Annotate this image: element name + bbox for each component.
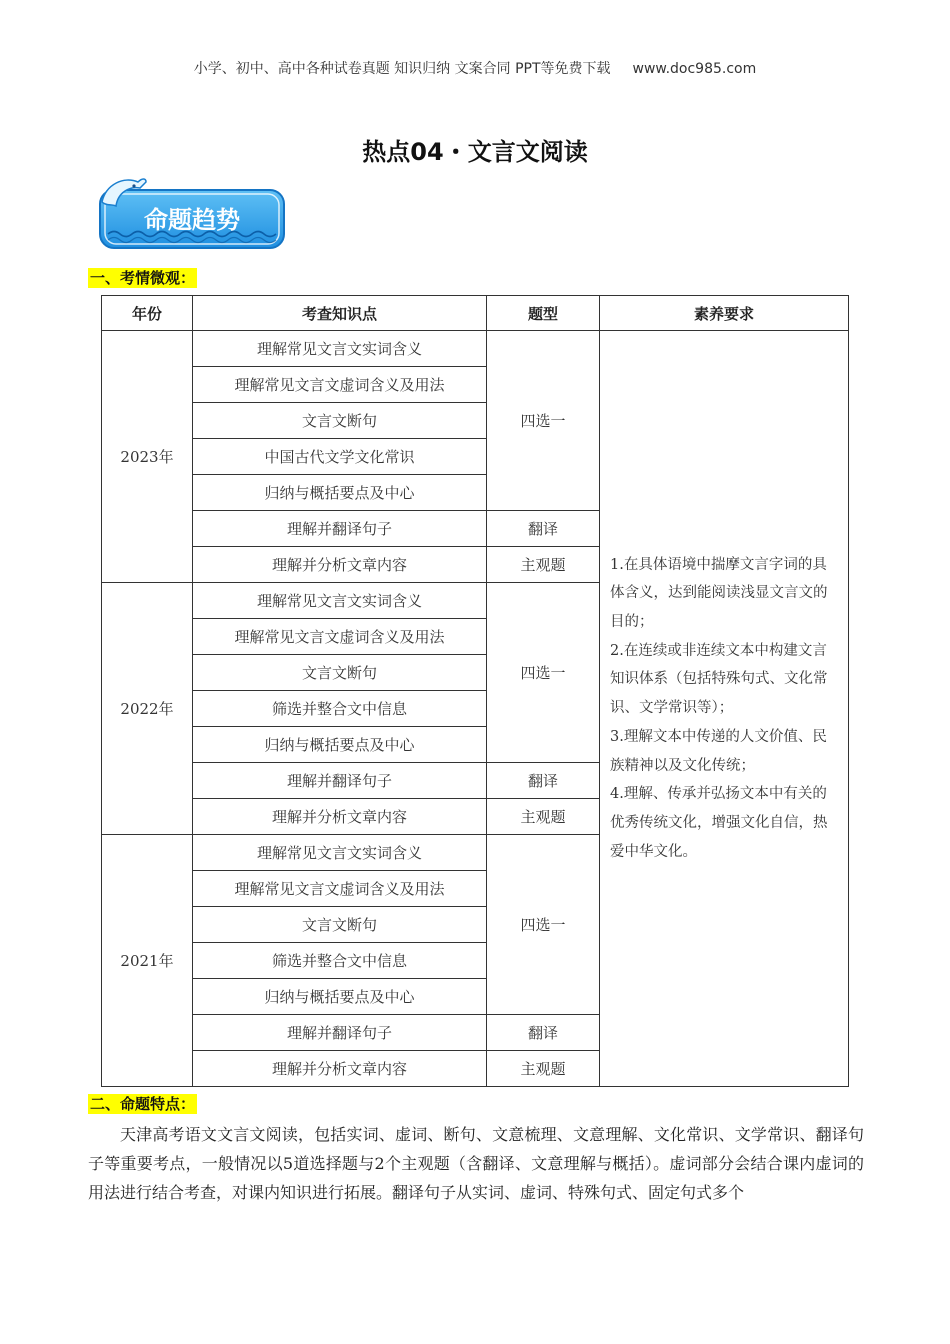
knowledge-cell: 归纳与概括要点及中心 — [193, 979, 487, 1015]
requirement-item: 4.理解、传承并弘扬文本中有关的优秀传统文化，增强文化自信，热爱中华文化。 — [610, 786, 828, 860]
year-cell: 2023年 — [102, 331, 193, 583]
knowledge-cell: 理解常见文言文虚词含义及用法 — [193, 871, 487, 907]
type-cell: 四选一 — [487, 331, 600, 511]
paragraph-text: 天津高考语文文言文阅读，包括实词、虚词、断句、文意梳理、文意理解、文化常识、文学常识、翻译句子等重要考点，一般情况以5道选择题与2个主观题（含翻译、文意理解与概括）。虚词部分会结合课内虚词的用法进行结合考查，对课内知识进行拓展。翻译句子从实词、虚词、特殊句式、固定句式多个 — [88, 1125, 864, 1202]
type-cell: 翻译 — [487, 511, 600, 547]
knowledge-cell: 理解并翻译句子 — [193, 763, 487, 799]
header-url[interactable]: www.doc985.com — [632, 61, 757, 77]
knowledge-cell: 理解常见文言文实词含义 — [193, 583, 487, 619]
table-row — [102, 331, 849, 367]
knowledge-cell: 文言文断句 — [193, 655, 487, 691]
knowledge-cell: 筛选并整合文中信息 — [193, 691, 487, 727]
requirement-item: 1.在具体语境中揣摩文言字词的具体含义，达到能阅读浅显文言文的目的； — [610, 556, 828, 631]
section-heading-2: 二、命题特点： — [90, 1095, 196, 1113]
knowledge-cell: 理解常见文言文实词含义 — [193, 835, 487, 871]
year-cell: 2022年 — [102, 583, 193, 835]
header-knowledge-point: 考查知识点 — [193, 296, 487, 331]
type-cell: 翻译 — [487, 1015, 600, 1051]
exam-analysis-table — [101, 295, 849, 1087]
knowledge-cell: 理解并分析文章内容 — [193, 547, 487, 583]
header-question-type: 题型 — [487, 296, 600, 331]
document-title: 热点04・文言文阅读 — [362, 138, 588, 166]
table-header-row — [102, 296, 849, 331]
knowledge-cell: 中国古代文学文化常识 — [193, 439, 487, 475]
knowledge-cell: 文言文断句 — [193, 403, 487, 439]
type-cell: 四选一 — [487, 583, 600, 763]
section-heading-1: 一、考情微观： — [90, 269, 196, 287]
type-cell: 主观题 — [487, 799, 600, 835]
header-banner-text: 小学、初中、高中各种试卷真题 知识归纳 文案合同 PPT等免费下载 — [193, 61, 611, 77]
knowledge-cell: 理解并分析文章内容 — [193, 1051, 487, 1087]
badge-label: 命题趋势 — [144, 206, 240, 234]
type-cell: 四选一 — [487, 835, 600, 1015]
knowledge-cell: 理解常见文言文虚词含义及用法 — [193, 619, 487, 655]
requirement-item: 3.理解文本中传递的人文价值、民族精神以及文化传统； — [610, 728, 827, 774]
type-cell: 主观题 — [487, 547, 600, 583]
knowledge-cell: 文言文断句 — [193, 907, 487, 943]
type-cell: 翻译 — [487, 763, 600, 799]
knowledge-cell: 理解常见文言文实词含义 — [193, 331, 487, 367]
header-year: 年份 — [102, 296, 193, 331]
knowledge-cell: 归纳与概括要点及中心 — [193, 727, 487, 763]
knowledge-cell: 归纳与概括要点及中心 — [193, 475, 487, 511]
year-cell: 2021年 — [102, 835, 193, 1087]
type-cell: 主观题 — [487, 1051, 600, 1087]
section-badge — [94, 172, 290, 252]
header-literacy-requirement: 素养要求 — [600, 296, 849, 331]
requirements-cell — [600, 331, 849, 1087]
knowledge-cell: 理解并翻译句子 — [193, 1015, 487, 1051]
characteristics-paragraph — [88, 1120, 864, 1207]
requirement-item: 2.在连续或非连续文本中构建文言知识体系（包括特殊句式、文化常识、文学常识等）； — [610, 642, 828, 717]
knowledge-cell: 理解常见文言文虚词含义及用法 — [193, 367, 487, 403]
knowledge-cell: 理解并分析文章内容 — [193, 799, 487, 835]
knowledge-cell: 筛选并整合文中信息 — [193, 943, 487, 979]
dolphin-icon — [94, 172, 290, 252]
knowledge-cell: 理解并翻译句子 — [193, 511, 487, 547]
page-header-banner — [0, 58, 950, 78]
